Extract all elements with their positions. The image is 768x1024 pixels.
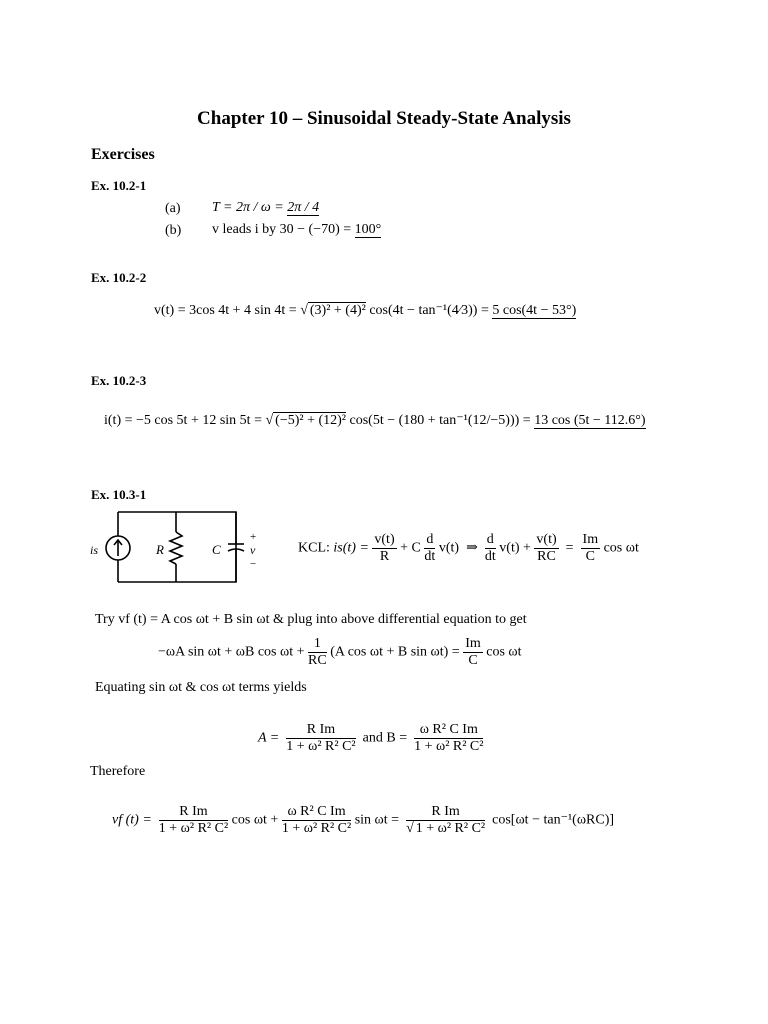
kcl-equation: KCL: is(t) = $\frac{v(t)}{R}$ + C $\frac{d}{dt}$ v(t) ⇒ $\frac{d}{dt}$ v(t) + $\frac{v(t)}{RC}$ = $\frac{Im}{C}$ cos ωt — [298, 532, 639, 564]
label-plus: + — [250, 531, 257, 543]
ex1-b-equation: v leads i by 30 − (−70) = 100° — [212, 222, 382, 237]
label-source: is — [90, 543, 99, 557]
coefficients-equation: A = $\frac{\text{R Im}}{\text{1 + ω² R² C²}}$ and B = $\frac{\text{ω R² C Im}}{\text{1 + ω² R² C²}}$ — [258, 722, 484, 754]
ex-heading-3: Ex. 10.2-3 — [91, 373, 147, 388]
section-heading: Exercises — [91, 146, 155, 163]
ex-heading-2: Ex. 10.2-2 — [91, 270, 147, 285]
label-v: v — [250, 543, 256, 557]
try-text: Try vf (t) = A cos ωt + B sin ωt & plug into above differential equation to get — [95, 612, 527, 627]
de-equation: −ωA sin ωt + ωB cos ωt + $\frac{1}{RC}$ (A cos ωt + B sin ωt) = $\frac{Im}{C}$ cos ωt — [158, 636, 522, 668]
vf-equation: vf (t) = $\frac{\text{R Im}}{\text{1 + ω² R² C²}}$ cos ωt + $\frac{\text{ω R² C Im}}{\text{1 + ω² R² C²}}$ sin ωt = $\frac{\text{R Im}}{\text{√ 1 + ω² R² C²}}$ cos[ωt − tan⁻¹(ωRC)] — [112, 804, 615, 836]
circuit-diagram — [88, 504, 270, 590]
label-minus: − — [250, 558, 257, 570]
ex1-a-label: (a) — [165, 201, 181, 216]
page-title: Chapter 10 – Sinusoidal Steady-State Analysis — [197, 108, 571, 129]
ex2-equation: v(t) = 3cos 4t + 4 sin 4t = √ (3)² + (4)² cos(4t − tan⁻¹(4⁄3)) = 5 cos(4t − 53°) — [154, 303, 577, 318]
ex-heading-4: Ex. 10.3-1 — [91, 487, 147, 502]
label-resistor: R — [156, 542, 164, 557]
ex1-b-label: (b) — [165, 223, 182, 238]
ex1-a-equation: T = 2π / ω = 2π / 4 — [212, 200, 320, 215]
ex3-equation: i(t) = −5 cos 5t + 12 sin 5t = √ (−5)² + (12)² cos(5t − (180 + tan⁻¹(12/−5))) = 13 cos (5t − 112.6°) — [104, 413, 646, 428]
label-capacitor: C — [212, 542, 221, 557]
therefore-text: Therefore — [90, 764, 146, 779]
equating-text: Equating sin ωt & cos ωt terms yields — [95, 680, 307, 695]
ex-heading-1: Ex. 10.2-1 — [91, 178, 147, 193]
